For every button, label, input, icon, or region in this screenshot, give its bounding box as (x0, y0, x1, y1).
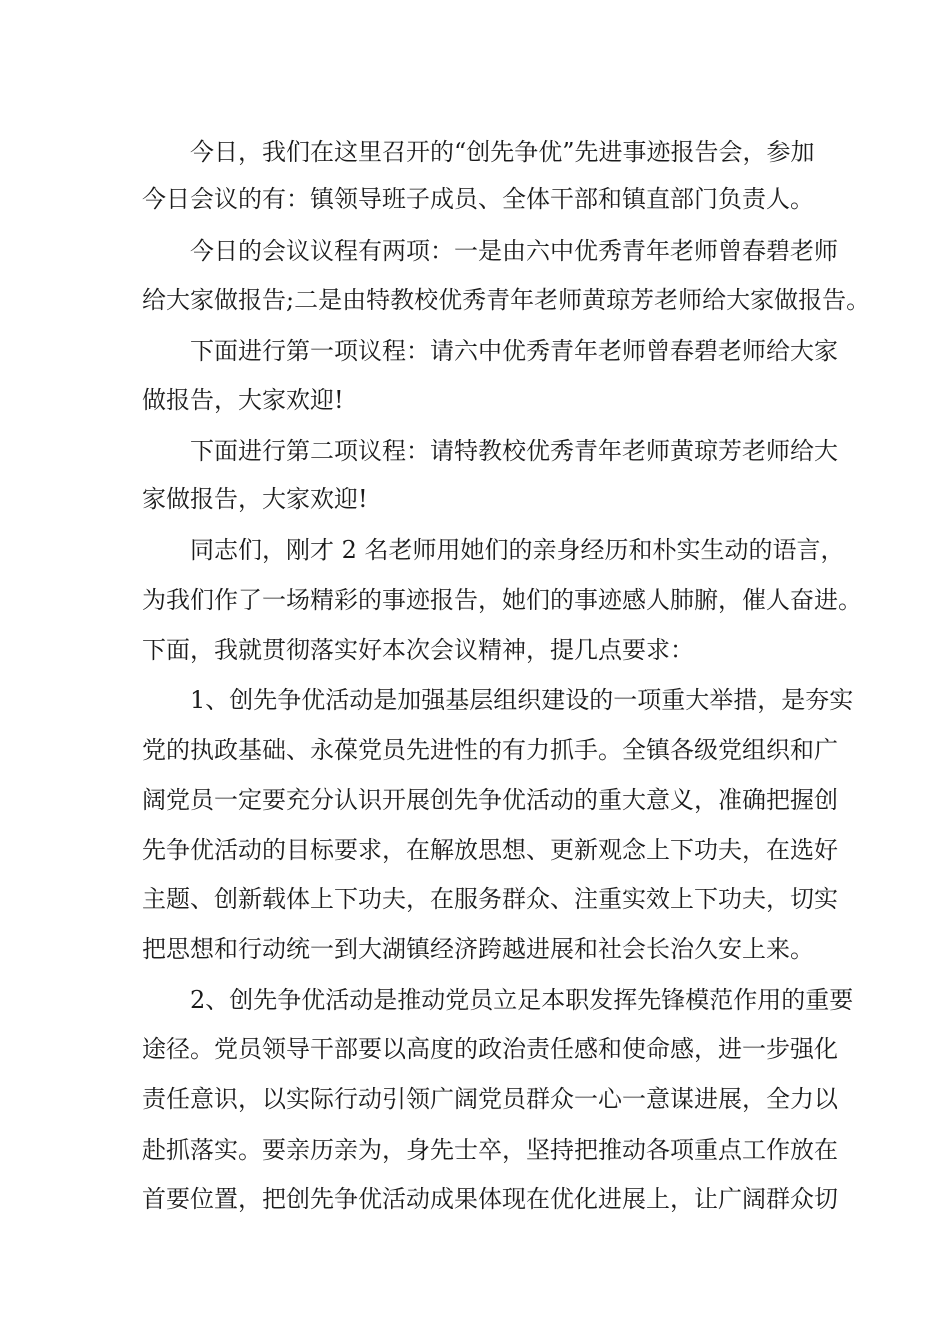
text-line: 下面进行第二项议程：请特教校优秀青年老师黄琼芳老师给大 (190, 437, 838, 465)
text-line: 为我们作了一场精彩的事迹报告，她们的事迹感人肺腑，催人奋进。 (142, 586, 862, 614)
text-line: 家做报告，大家欢迎! (142, 485, 368, 513)
text-line: 首要位置，把创先争优活动成果体现在优化进展上，让广阔群众切 (142, 1185, 838, 1213)
text-line: 1、创先争优活动是加强基层组织建设的一项重大举措，是夯实 (190, 686, 854, 714)
text-line: 赴抓落实。要亲历亲为，身先士卒，坚持把推动各项重点工作放在 (142, 1136, 838, 1164)
text-line: 今日，我们在这里召开的“创先争优”先进事迹报告会，参加 (190, 138, 815, 166)
text-line: 先争优活动的目标要求，在解放思想、更新观念上下功夫，在选好 (142, 836, 838, 864)
text-line: 同志们，刚才 2 名老师用她们的亲身经历和朴实生动的语言， (190, 536, 845, 564)
text-line: 给大家做报告;二是由特教校优秀青年老师黄琼芳老师给大家做报告。 (142, 286, 871, 314)
text-line: 把思想和行动统一到大湖镇经济跨越进展和社会长治久安上来。 (142, 935, 814, 963)
text-line: 党的执政基础、永葆党员先进性的有力抓手。全镇各级党组织和广 (142, 736, 838, 764)
text-line: 2、创先争优活动是推动党员立足本职发挥先锋模范作用的重要 (190, 986, 854, 1014)
text-line: 今日的会议议程有两项：一是由六中优秀青年老师曾春碧老师 (190, 237, 838, 265)
text-line: 阔党员一定要充分认识开展创先争优活动的重大意义，准确把握创 (142, 786, 838, 814)
text-line: 主题、创新载体上下功夫，在服务群众、注重实效上下功夫，切实 (142, 885, 838, 913)
text-line: 责任意识，以实际行动引领广阔党员群众一心一意谋进展，全力以 (142, 1085, 838, 1113)
text-line: 下面进行第一项议程：请六中优秀青年老师曾春碧老师给大家 (190, 337, 838, 365)
text-line: 今日会议的有：镇领导班子成员、全体干部和镇直部门负责人。 (142, 185, 814, 213)
text-line: 做报告，大家欢迎! (142, 386, 344, 414)
text-line: 下面，我就贯彻落实好本次会议精神，提几点要求： (142, 636, 694, 664)
text-line: 途径。党员领导干部要以高度的政治责任感和使命感，进一步强化 (142, 1035, 838, 1063)
